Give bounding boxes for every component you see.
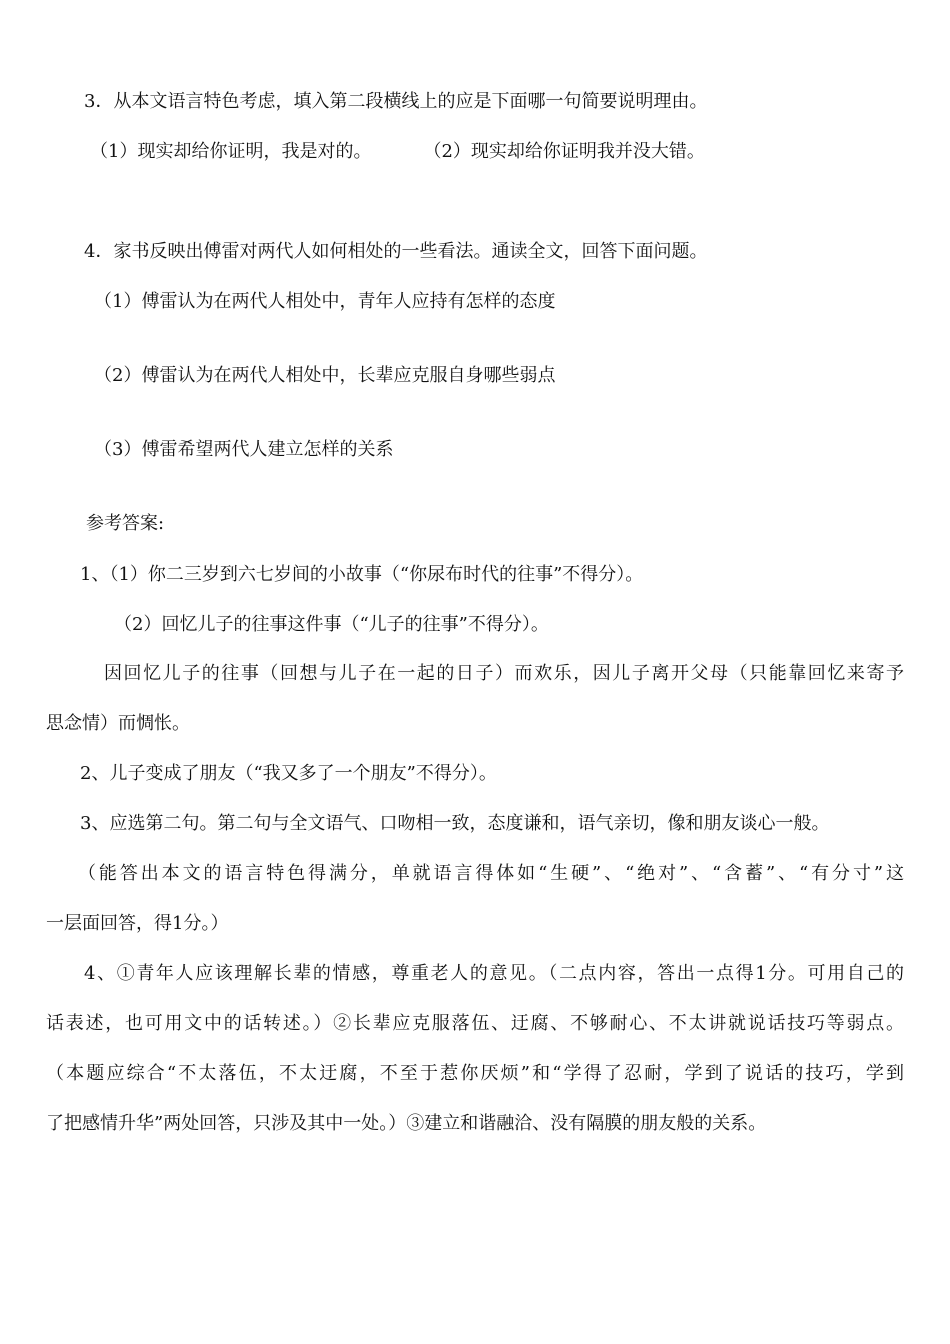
answer-1-part-1: 1、（1）你二三岁到六七岁间的小故事（“你尿布时代的往事”不得分）。: [80, 564, 644, 585]
question-4-sub-2: （2）傅雷认为在两代人相处中，长辈应克服自身哪些弱点: [94, 365, 556, 386]
answer-4-line-4: 了把感情升华”两处回答，只涉及其中一处。）③建立和谐融洽、没有隔膜的朋友般的关系。: [46, 1113, 767, 1134]
question-3-option-2: （2）现实却给你证明我并没大错。: [423, 141, 705, 162]
answer-4-line-3: （本题应综合“不太落伍，不太迂腐，不至于惹你厌烦”和“学得了忍耐，学到了说话的技巧，学到: [46, 1063, 904, 1084]
answer-heading: 参考答案:: [86, 513, 165, 534]
answer-4-line-2: 话表述，也可用文中的话转述。）②长辈应克服落伍、迂腐、不够耐心、不太讲就说话技巧等弱点。: [46, 1013, 904, 1034]
answer-4-line-1: 4、①青年人应该理解长辈的情感，尊重老人的意见。（二点内容，答出一点得1分。可用自己的: [84, 963, 904, 984]
answer-3: 3、应选第二句。第二句与全文语气、口吻相一致，态度谦和，语气亲切，像和朋友谈心一般。: [80, 813, 830, 834]
question-3-option-1: （1）现实却给你证明，我是对的。: [90, 141, 372, 162]
question-4-sub-3: （3）傅雷希望两代人建立怎样的关系: [94, 439, 394, 460]
answer-3-note-line-2: 一层面回答，得1分。）: [46, 913, 229, 934]
answer-1-part-3-line-2: 思念情）而惆怅。: [46, 713, 190, 734]
answer-1-part-2: （2）回忆儿子的往事这件事（“儿子的往事”不得分）。: [114, 614, 549, 635]
question-3-text: 3．从本文语言特色考虑，填入第二段横线上的应是下面哪一句简要说明理由。: [84, 91, 708, 112]
answer-1-part-3-line-1: 因回忆儿子的往事（回想与儿子在一起的日子）而欢乐，因儿子离开父母（只能靠回忆来寄予: [104, 663, 904, 684]
question-3-options: [90, 140, 705, 164]
question-4-text: 4．家书反映出傅雷对两代人如何相处的一些看法。通读全文，回答下面问题。: [84, 241, 708, 262]
answer-3-note-line-1: （能答出本文的语言特色得满分，单就语言得体如“生硬”、“绝对”、“含蓄”、“有分寸”这: [78, 863, 904, 884]
question-4-sub-1: （1）傅雷认为在两代人相处中，青年人应持有怎样的态度: [94, 291, 556, 312]
answer-2: 2、儿子变成了朋友（“我又多了一个朋友”不得分）。: [80, 763, 497, 784]
